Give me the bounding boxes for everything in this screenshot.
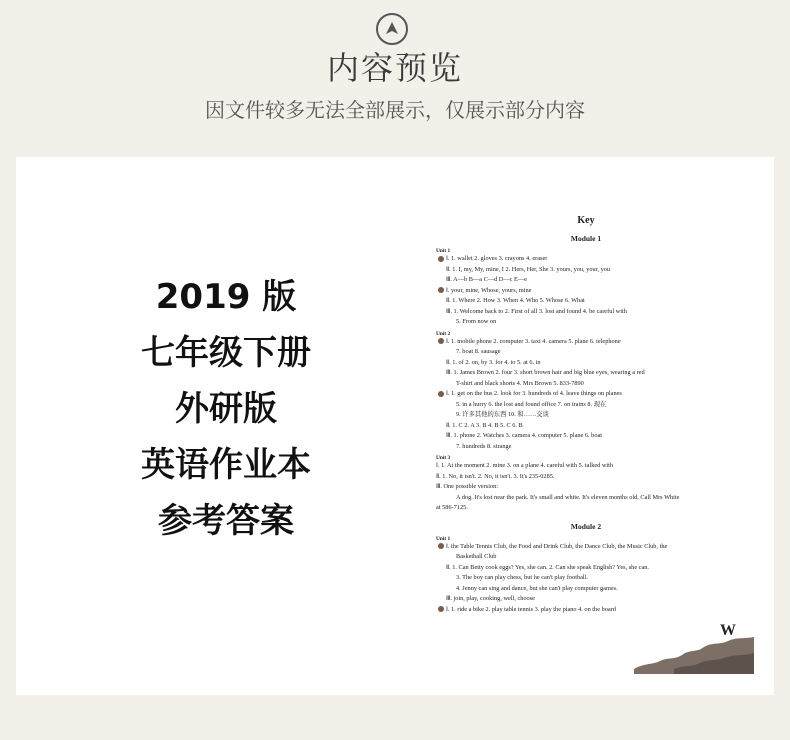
answer-key-page (436, 207, 736, 677)
answer-line: Ⅰ. 1. At the moment 2. mine 3. on a plane 4. careful with 5. talked with (436, 462, 614, 469)
answer-line: 3. The boy can play chess, but he can't play football. (456, 574, 588, 581)
cover-line: 参考答案 (158, 501, 294, 541)
cover-line: 七年级下册 (141, 333, 311, 373)
answer-line: Ⅰ. 1. ride a bike 2. play table tennis 3. play the piano 4. on the board (436, 605, 736, 616)
up-arrow-circle-icon (376, 13, 408, 45)
answer-line: 9. 许多其他的东西 10. 和……交谈 (456, 411, 549, 418)
unit-heading: Unit 1 (436, 535, 451, 542)
unit-heading: Unit 3 (436, 455, 451, 461)
answer-line: Ⅱ. 1. Can Betty cook eggs? Yes, she can. 2. Can she speak English? Yes, she can. (446, 563, 649, 571)
answer-line: Ⅰ. your, mine, Whose, yours, mine (436, 286, 736, 297)
answer-line: Ⅱ. 1. Where 2. How 3. When 4. Who 5. Whose 6. What (446, 297, 585, 304)
preview-card (16, 157, 774, 695)
unit-heading: Unit 2 (436, 330, 451, 337)
answer-line: Ⅰ. 1. get on the bus 2. look for 3. hundreds of 4. leave things on planes (436, 389, 736, 400)
module-heading: Module 2 (570, 521, 602, 531)
answer-line: Ⅲ. 1. phone 2. Watches 3. camera 4. computer 5. plane 6. boat (446, 432, 603, 439)
answer-line: Ⅱ. 1. C 2. A 3. B 4. B 5. C 6. B (446, 421, 523, 429)
answer-line: Basketball Club (456, 553, 497, 560)
answer-line: Ⅰ. 1. mobile phone 2. computer 3. taxi 4. camera 5. plane 6. telephone (436, 337, 736, 348)
answer-line: Ⅱ. 1. of 2. on, by 3. for 4. to 5. at 6. in (446, 358, 541, 366)
section-bullet-icon (438, 543, 444, 549)
answer-line: Ⅰ. 1. wallet 2. gloves 3. crayons 4. eraser (436, 254, 736, 265)
answer-line: Ⅲ. A—b B—a C—d D—c E—e (446, 276, 527, 283)
answer-line: Ⅰ. the Table Tennis Club, the Food and Drink Club, the Dance Club, the Music Club, the (436, 542, 736, 553)
cover-line: 外研版 (175, 389, 277, 429)
unit-heading: Unit 1 (436, 248, 451, 254)
cover-line: 英语作业本 (141, 445, 311, 485)
preview-header (0, 0, 790, 150)
answer-line: Ⅲ. 1. James Brown 2. four 3. short brown hair and big blue eyes, wearing a red (446, 369, 645, 376)
answer-line: Ⅱ. 1. No, it isn't. 2. No, it isn't. 3. It's 235-0285. (436, 472, 555, 480)
module-heading: Module 1 (570, 234, 602, 243)
section-bullet-icon (438, 338, 444, 344)
section-bullet-icon (438, 606, 444, 612)
page-subtitle: 因文件较多无法全部展示，仅展示部分内容 (205, 98, 585, 122)
answer-line: 4. Jenny can sing and dance, but she can't play computer games. (456, 584, 618, 592)
decorative-landscape-illustration (634, 619, 754, 674)
answer-line: Ⅲ. One possible version: (436, 483, 499, 490)
answer-line: 7. hundreds 8. strange (456, 442, 512, 450)
answer-line: 5. in a hurry 6. the lost and found office 7. on trains 8. 现在 (456, 400, 607, 408)
answer-line: 7. boat 8. sausage (456, 348, 501, 355)
svg-text:W: W (720, 622, 736, 639)
section-bullet-icon (438, 287, 444, 293)
answer-line: T-shirt and black shorts 4. Mrs Brown 5. 833-7890 (456, 379, 584, 387)
answer-line: Ⅱ. 1. I, my, My, mine, I 2. Hers, Her, She 3. yours, you, your, you (446, 265, 611, 273)
cover-line: 2019 版 (155, 277, 297, 317)
cover-title-block (86, 269, 366, 549)
page-title: 内容预览 (326, 49, 463, 87)
answer-line: Ⅲ. join, play, cooking, well, choose (446, 595, 535, 602)
section-bullet-icon (438, 256, 444, 262)
answer-line: at 586-7125. (436, 504, 468, 511)
answer-line: Ⅲ. 1. Welcome back to 2. First of all 3. lost and found 4. be careful with (446, 307, 627, 315)
doc-title: Key (577, 215, 595, 226)
answer-line: 5. From now on (456, 318, 497, 325)
section-bullet-icon (438, 391, 444, 397)
answer-line: A dog. It's lost near the park. It's small and white. It's eleven months old. Call Mrs White (456, 493, 680, 501)
